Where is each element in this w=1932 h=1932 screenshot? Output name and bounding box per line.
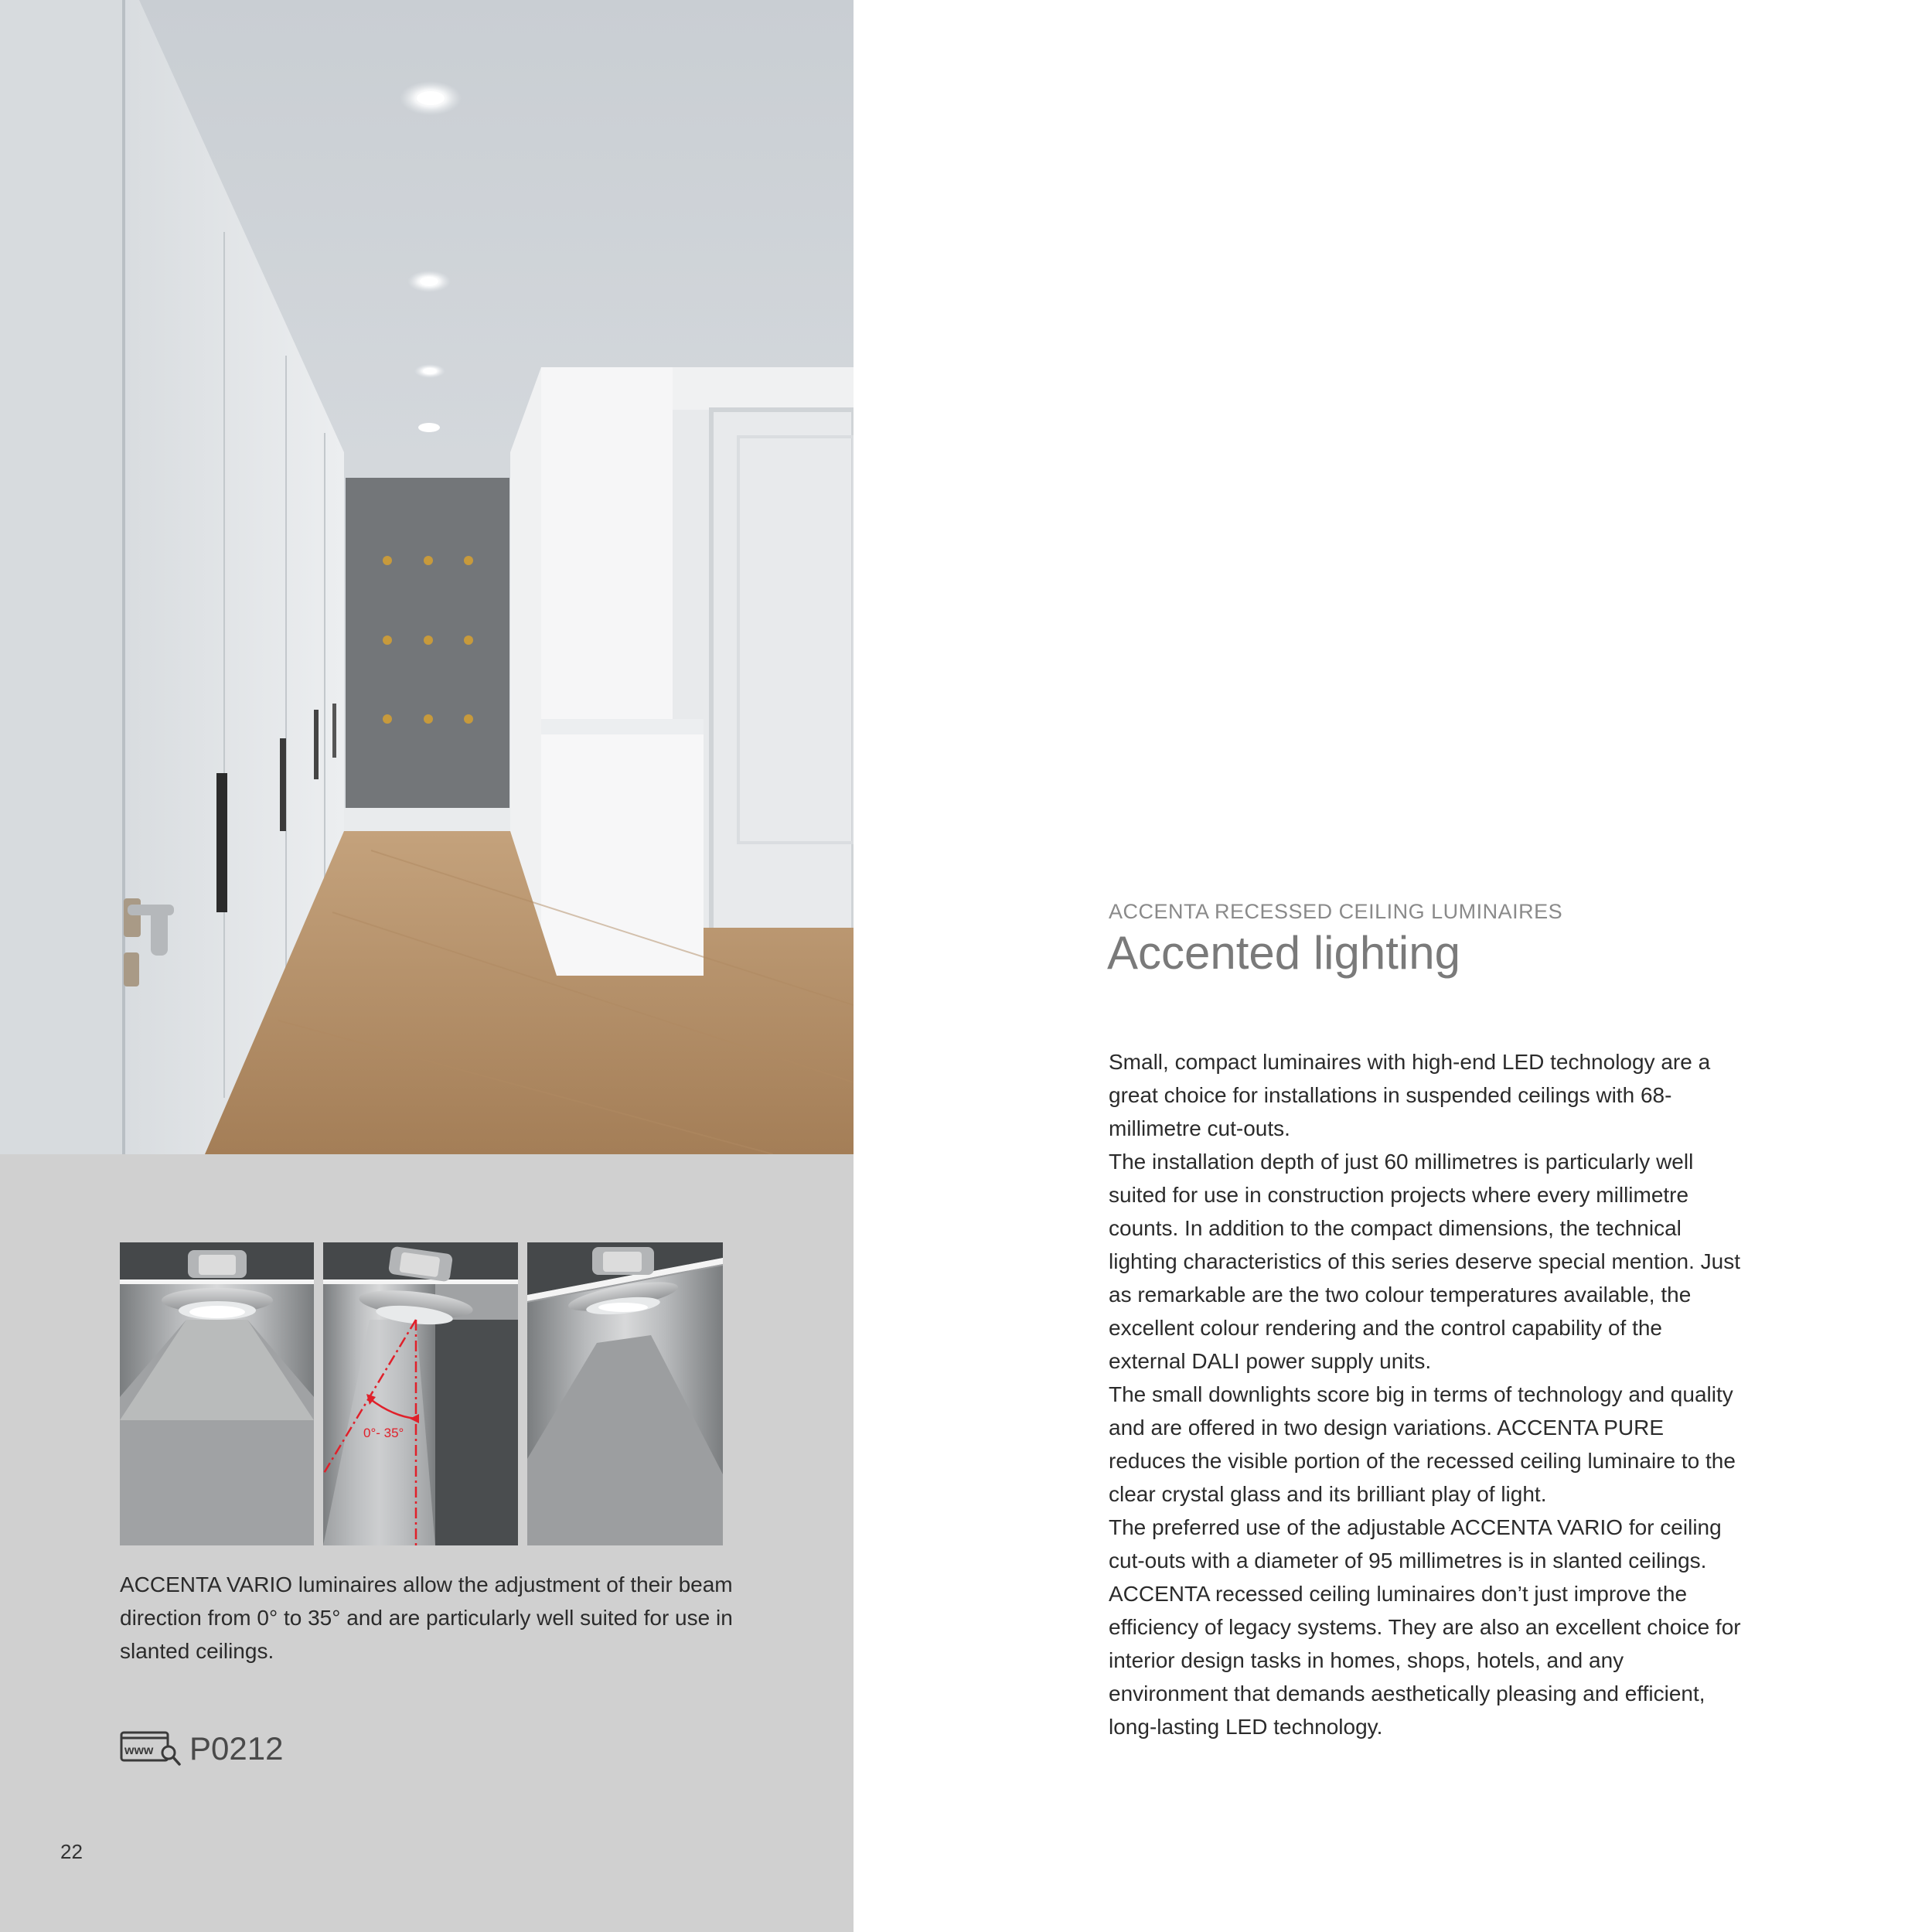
body-paragraph: Small, compact luminaires with high-end LED technology are a great choice for installations in suspended ceilings with 68-millimetre cut-outs. — [1109, 1050, 1711, 1140]
hallway-photo — [0, 0, 854, 1154]
body-paragraph: The installation depth of just 60 millimetres is particularly well suited for use in construction projects where every millimetre counts. In addition to the compact dimensions, the technical lighting characteristics of this series deserve special mention. Just as remarkable are the two colour temperatures available, the excellent colour rendering and the control capability of the external DALI power supply units. — [1109, 1150, 1741, 1373]
www-icon-text: www — [124, 1744, 154, 1757]
body-text — [1109, 1045, 1743, 1743]
luminaire-diagrams — [120, 1242, 723, 1545]
product-code: P0212 — [189, 1730, 284, 1767]
left-panel — [0, 0, 854, 1932]
section-overline: ACCENTA RECESSED CEILING LUMINAIRES — [1109, 900, 1563, 923]
web-code[interactable] — [120, 1726, 283, 1772]
diagram-slanted — [527, 1242, 723, 1545]
page-title: Accented lighting — [1107, 927, 1460, 979]
diagram-straight — [120, 1242, 314, 1545]
angle-label: 0°- 35° — [363, 1426, 404, 1440]
body-paragraph: The small downlights score big in terms of technology and quality and are offered in two design variations. ACCENTA PURE reduces the visible portion of the recessed ceiling luminaire to the clear crystal glass and its brilliant play of light. — [1109, 1382, 1736, 1506]
page-number: 22 — [60, 1840, 83, 1863]
diagram-caption: ACCENTA VARIO luminaires allow the adjustment of their beam direction from 0° to 35° and are particularly well suited for use in slanted ceilings. — [120, 1573, 733, 1663]
www-search-icon — [120, 1731, 182, 1767]
diagram-tilted — [323, 1242, 518, 1545]
body-paragraph: The preferred use of the adjustable ACCENTA VARIO for ceiling cut-outs with a diameter of 95 millimetres is in slanted ceilings. ACCENTA recessed ceiling luminaires don’t just improve the efficiency of legacy systems. They are also an excellent choice for interior design tasks in homes, shops, hotels, and any environment that demands aesthetically pleasing and efficient, long-lasting LED technology. — [1109, 1515, 1741, 1739]
